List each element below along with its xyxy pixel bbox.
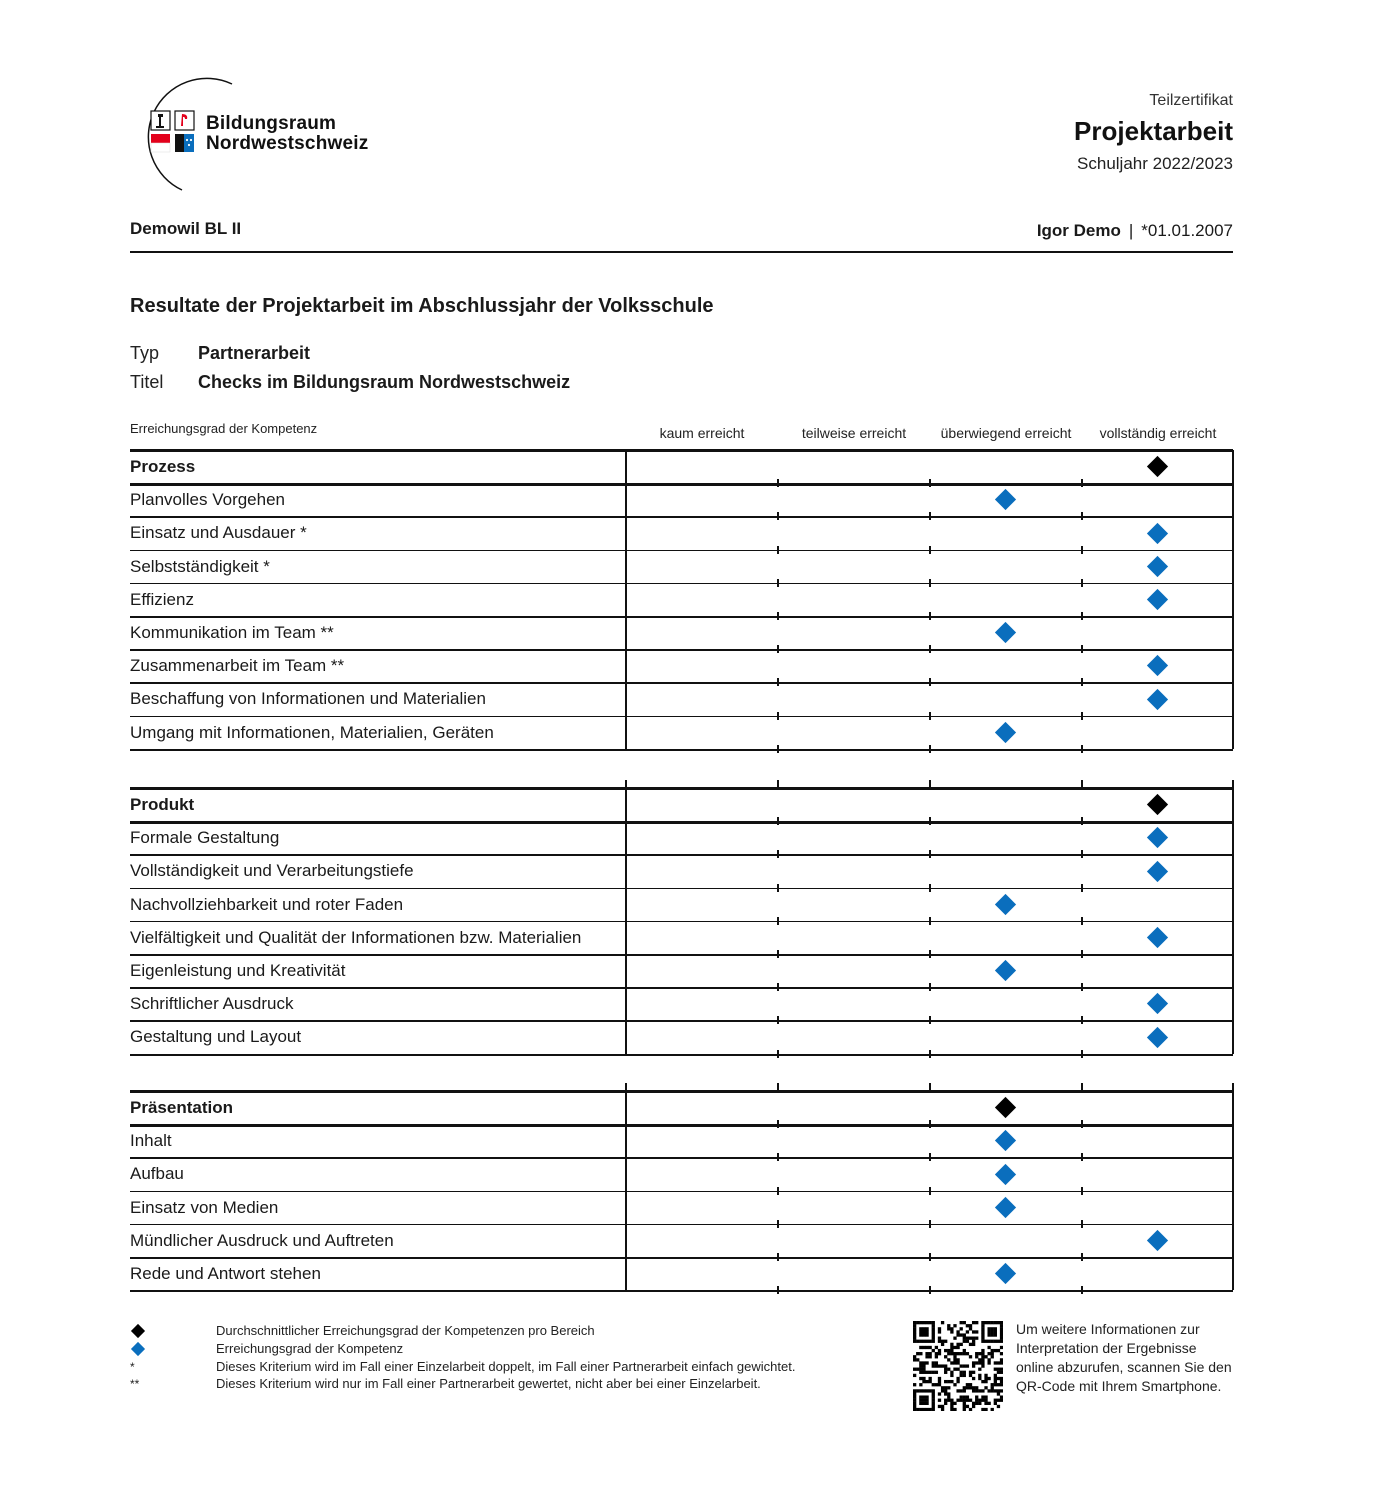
row-divider (130, 787, 1233, 790)
row-divider (130, 1020, 1233, 1022)
meta-title-label: Titel (130, 372, 164, 392)
row-divider (130, 1257, 1233, 1259)
average-diamond-icon (1146, 794, 1167, 815)
competence-label: Beschaffung von Informationen und Materialien (130, 689, 486, 709)
student-separator: | (1128, 221, 1134, 240)
group-label: Prozess (130, 457, 196, 476)
competence-label: Eigenleistung und Kreativität (130, 961, 346, 980)
competence-diamond-icon (1146, 827, 1167, 848)
certificate-kind: Teilzertifikat (1149, 92, 1233, 109)
competence-label: Selbstständigkeit * (130, 556, 270, 576)
logo (128, 76, 428, 192)
scale-level-2: teilweise erreicht (801, 425, 907, 441)
row-divider (130, 987, 1233, 989)
logo-text (206, 114, 368, 154)
legend-star1-symbol: * (130, 1360, 135, 1374)
row-divider (130, 921, 1233, 923)
legend-star1-text: Dieses Kriterium wird im Fall einer Einzelarbeit doppelt, im Fall einer Partnerarbeit einfach gewichtet. (216, 1359, 796, 1374)
school-year: Schuljahr 2022/2023 (1077, 154, 1233, 173)
competence-diamond-icon (1146, 927, 1167, 948)
competence-diamond-icon (994, 622, 1015, 643)
competence-label: Einsatz von Medien (130, 1197, 279, 1217)
row-divider (130, 1290, 1233, 1292)
row-divider (130, 954, 1233, 956)
certificate-title: Projektarbeit (1074, 116, 1233, 146)
competence-label: Gestaltung und Layout (130, 1027, 302, 1047)
competence-label: Formale Gestaltung (130, 828, 280, 848)
row-divider (130, 550, 1233, 552)
qr-code-icon[interactable] (913, 1321, 1003, 1411)
row-divider (130, 616, 1233, 618)
competence-diamond-icon (994, 1263, 1015, 1284)
competence-diamond-icon (994, 1197, 1015, 1218)
competence-diamond-icon (1146, 589, 1167, 610)
competence-diamond-icon (1146, 522, 1167, 543)
scale-level-4: vollständig erreicht (1099, 425, 1217, 441)
row-divider (130, 1224, 1233, 1226)
row-divider (130, 716, 1233, 718)
competence-diamond-icon (994, 1130, 1015, 1151)
student-name: Igor Demo (1036, 221, 1121, 240)
meta-type-value: Partnerarbeit (198, 343, 311, 363)
average-diamond-icon (1146, 456, 1167, 477)
competence-label: Nachvollziehbarkeit und roter Faden (130, 894, 404, 914)
row-divider (130, 854, 1233, 856)
meta-title-value: Checks im Bildungsraum Nordwestschweiz (198, 372, 571, 392)
student-info (1037, 221, 1233, 241)
competence-diamond-icon (994, 1163, 1015, 1184)
row-divider (130, 1054, 1233, 1056)
header-divider (130, 251, 1233, 253)
row-divider (130, 1090, 1233, 1093)
row-divider (130, 821, 1233, 824)
row-divider (130, 888, 1233, 890)
meta-type-label: Typ (130, 343, 160, 363)
scale-caption: Erreichungsgrad der Kompetenz (130, 421, 318, 436)
competence-diamond-icon (994, 489, 1015, 510)
legend-avg-diamond-icon (131, 1324, 145, 1338)
legend-star2-symbol: ** (130, 1377, 140, 1391)
average-diamond-icon (994, 1097, 1015, 1118)
competence-label: Einsatz und Ausdauer * (130, 523, 307, 543)
competence-label: Vielfältigkeit und Qualität der Informationen bzw. Materialien (130, 927, 582, 947)
competence-label: Mündlicher Ausdruck und Auftreten (130, 1230, 394, 1250)
competence-label: Inhalt (130, 1131, 172, 1151)
competence-diamond-icon (1146, 1230, 1167, 1251)
section-title: Resultate der Projektarbeit im Abschlussjahr der Volksschule (130, 295, 714, 317)
competence-diamond-icon (994, 722, 1015, 743)
competence-diamond-icon (1146, 860, 1167, 881)
competence-label: Aufbau (130, 1164, 184, 1184)
qr-info-text: Um weitere Informationen zur Interpretation der Ergebnisse online abzurufen, scannen Sie den QR-Code mit Ihrem Smartphone. (1016, 1321, 1232, 1394)
logo-line-1: Bildungsraum (206, 113, 337, 134)
grid-left-border (625, 450, 627, 749)
row-divider (130, 449, 1233, 452)
canton-flags-icon (150, 110, 198, 156)
competence-diamond-icon (994, 960, 1015, 981)
competence-diamond-icon (994, 894, 1015, 915)
legend-avg-text: Durchschnittlicher Erreichungsgrad der Kompetenzen pro Bereich (216, 1323, 595, 1338)
competence-label: Effizienz (130, 589, 194, 609)
competence-label: Umgang mit Informationen, Materialien, Geräten (130, 722, 494, 742)
competence-label: Schriftlicher Ausdruck (130, 994, 294, 1014)
competence-label: Vollständigkeit und Verarbeitungstiefe (130, 861, 414, 881)
school-name: Demowil BL II (130, 219, 242, 238)
competence-label: Planvolles Vorgehen (130, 490, 286, 510)
logo-line-2: Nordwestschweiz (206, 133, 369, 154)
row-divider (130, 583, 1233, 585)
competence-diamond-icon (1146, 688, 1167, 709)
grid-right-border (1232, 450, 1234, 749)
competence-label: Zusammenarbeit im Team ** (130, 656, 345, 676)
row-divider (130, 1191, 1233, 1193)
row-divider (130, 1157, 1233, 1159)
competence-label: Kommunikation im Team ** (130, 623, 334, 642)
row-divider (130, 649, 1233, 651)
competence-label: Rede und Antwort stehen (130, 1264, 321, 1283)
legend-comp-text: Erreichungsgrad der Kompetenz (216, 1341, 404, 1356)
competence-diamond-icon (1146, 1026, 1167, 1047)
competence-diamond-icon (1146, 655, 1167, 676)
scale-level-3: überwiegend erreicht (940, 425, 1072, 441)
row-divider (130, 1124, 1233, 1127)
competence-diamond-icon (1146, 993, 1167, 1014)
row-divider (130, 483, 1233, 486)
competence-diamond-icon (1146, 556, 1167, 577)
student-birthdate: *01.01.2007 (1141, 221, 1233, 240)
row-divider (130, 682, 1233, 684)
legend-star2-text: Dieses Kriterium wird nur im Fall einer Partnerarbeit gewertet, nicht aber bei einer Einzelarbeit. (216, 1376, 761, 1391)
row-divider (130, 749, 1233, 751)
group-label: Präsentation (130, 1098, 233, 1117)
row-divider (130, 516, 1233, 518)
group-label: Produkt (130, 795, 195, 814)
scale-level-1: kaum erreicht (659, 425, 745, 441)
legend-comp-diamond-icon (131, 1342, 145, 1356)
